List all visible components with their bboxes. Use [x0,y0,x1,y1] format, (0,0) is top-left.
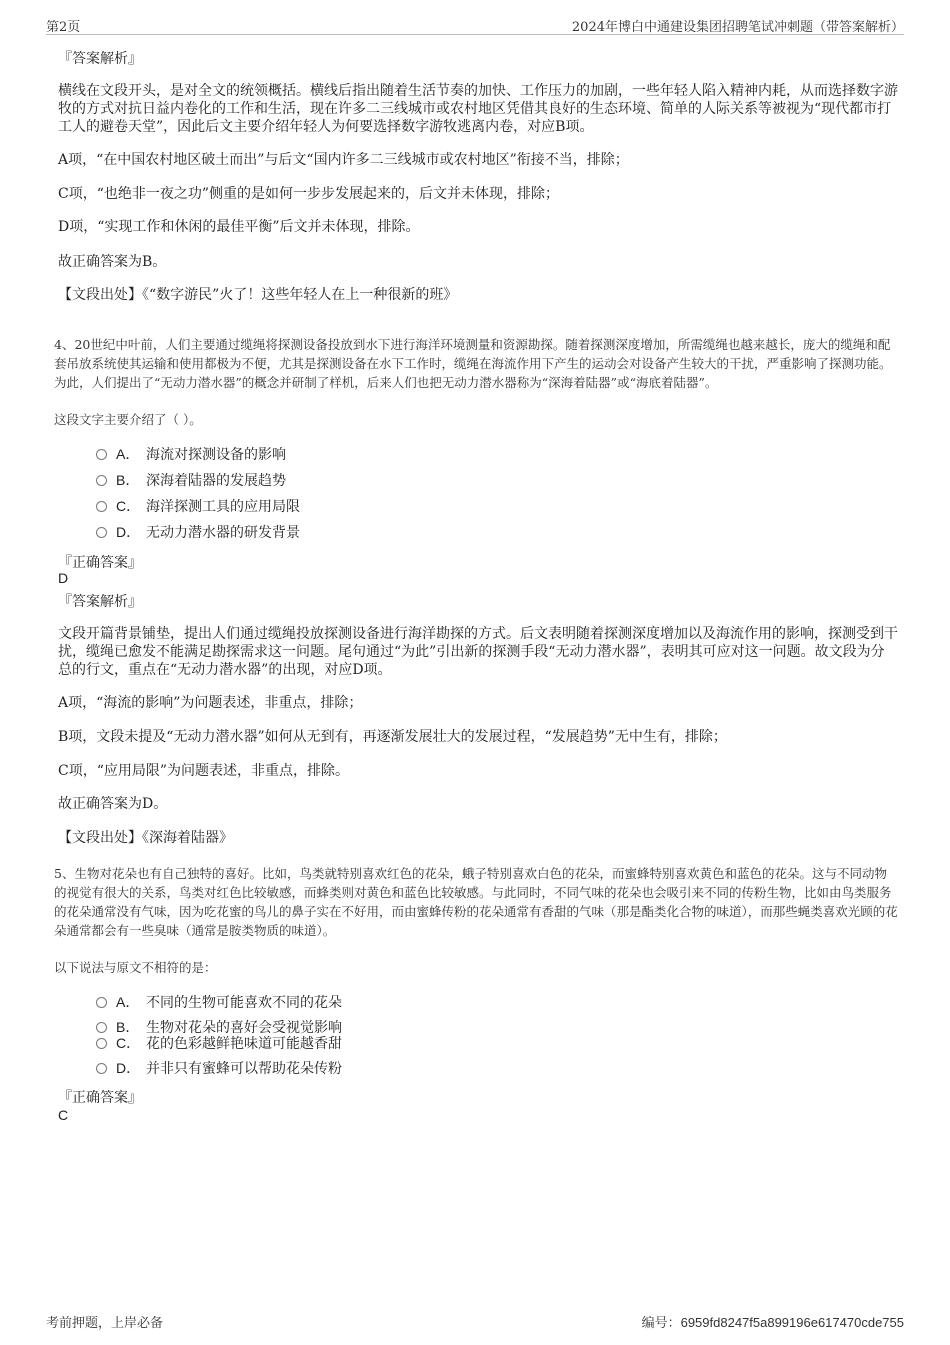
document-title: 2024年博白中通建设集团招聘笔试冲刺题（带答案解析） [571,20,904,35]
q4-option-d[interactable]: D． 无动力潜水器的研发背景 [96,522,300,542]
q4-analysis: 文段开篇背景铺垫，提出人们通过缆绳投放探测设备进行海洋勘探的方式。后文表明随着探测深度增加以及海流作用的影响，探测受到干扰，缆绳已愈发不能满足勘探需求这一问题。尾句通过“为此”引出新的探测手段“无动力潜水器”，表明其可应对这一问题。故文段为分总的行文，重点在“无动力潜水器”的出现，对应D项。 [58,626,898,678]
q3-analysis: 横线在文段开头，是对全文的统领概括。横线后指出随着生活节奏的加快、工作压力的加剧，一些年轻人陷入精神内耗，从而选择数字游牧的方式对抗日益内卷化的工作和生活，现在许多二三线城市或农村地区凭借其良好的生态环境、简单的人际关系等被视为“现代都市打工人的避卷天堂”，因此后文主要介绍年轻人为何要选择数字游牧逃离内卷，对应B项。 [58,83,898,135]
q3-conclusion: 故正确答案为B。 [58,254,167,270]
radio-icon[interactable] [96,527,107,538]
q5-option-a[interactable]: A． 不同的生物可能喜欢不同的花朵 [96,992,342,1012]
q4-note-a: A项，“海流的影响”为问题表述，非重点，排除； [58,695,363,711]
q4-option-b[interactable]: B． 深海着陆器的发展趋势 [96,470,286,490]
q5-question-text: 5、生物对花朵也有自己独特的喜好。比如，鸟类就特别喜欢红色的花朵，蛾子特别喜欢白色的花朵，而蜜蜂特别喜欢黄色和蓝色的花朵。这与不同动物的视觉有很大的关系，鸟类对红色比较敏感，而蜂类则对黄色和蓝色比较敏感。与此同时，不同气味的花朵也会吸引来不同的传粉生物，比如由鸟类服务的花朵通常没有气味，因为吃花蜜的鸟儿的鼻子实在不好用，而由蜜蜂传粉的花朵通常有香甜的气味（那是酯类化合物的味道），而那些蝇类喜欢光顾的花朵通常都会有一些臭味（通常是胺类物质的味道）。 [54,866,898,938]
q4-option-a[interactable]: A． 海流对探测设备的影响 [96,444,286,464]
q4-question-text: 4、20世纪中叶前，人们主要通过缆绳将探测设备投放到水下进行海洋环境测量和资源勘探。随着探测深度增加，所需缆绳也越来越长，庞大的缆绳和配套吊放系统使其运输和使用都极为不便，尤其是探测设备在水下工作时，缆绳在海流作用下产生的运动会对设备产生较大的干扰，严重影响了探测功能。为此，人们提出了“无动力潜水器”的概念并研制了样机，后来人们也把无动力潜水器称为“深海着陆器”或“海底着陆器”。 [54,337,892,390]
q4-option-c[interactable]: C． 海洋探测工具的应用局限 [96,496,300,516]
q3-note-d: D项，“实现工作和休闲的最佳平衡”后文并未体现，排除。 [58,219,420,235]
document-code: 编号：6959fd8247f5a899196e617470cde755 [641,1315,904,1330]
q5-answer-label: 『正确答案』 [58,1090,142,1106]
radio-icon[interactable] [96,501,107,512]
radio-icon[interactable] [96,1022,107,1033]
q4-analysis-label: 『答案解析』 [58,594,142,610]
page-header [46,14,904,35]
q5-option-d[interactable]: D． 并非只有蜜蜂可以帮助花朵传粉 [96,1058,342,1078]
q3-note-a: A项，“在中国农村地区破土而出”与后文“国内许多二三线城市或农村地区”衔接不当，排除； [58,152,629,168]
q3-note-c: C项，“也绝非一夜之功”侧重的是如何一步步发展起来的，后文并未体现，排除； [58,186,560,202]
q5-option-c[interactable]: C． 花的色彩越鲜艳味道可能越香甜 [96,1033,342,1053]
page-number: 第2页 [46,20,81,35]
q4-source: 【文段出处】《深海着陆器》 [58,830,233,846]
q4-note-c: C项，“应用局限”为问题表述，非重点，排除。 [58,763,350,779]
radio-icon[interactable] [96,1038,107,1049]
q5-option-b[interactable]: B． 生物对花朵的喜好会受视觉影响 [96,1017,342,1037]
radio-icon[interactable] [96,1063,107,1074]
q5-answer: C [58,1107,69,1123]
q3-analysis-label: 『答案解析』 [58,51,142,67]
radio-icon[interactable] [96,997,107,1008]
q5-prompt: 以下说法与原文不相符的是： [54,960,217,975]
radio-icon[interactable] [96,449,107,460]
q3-source: 【文段出处】《“数字游民”火了！这些年轻人在上一种很新的班》 [58,287,458,303]
footer-slogan: 考前押题，上岸必备 [46,1316,164,1331]
q4-answer: D [58,570,69,586]
q4-prompt: 这段文字主要介绍了（ ）。 [54,412,202,427]
radio-icon[interactable] [96,475,107,486]
q4-answer-label: 『正确答案』 [58,555,142,571]
q4-conclusion: 故正确答案为D。 [58,796,168,812]
q4-note-b: B项，文段未提及“无动力潜水器”如何从无到有，再逐渐发展壮大的发展过程，“发展趋势”无中生有，排除； [58,729,727,745]
